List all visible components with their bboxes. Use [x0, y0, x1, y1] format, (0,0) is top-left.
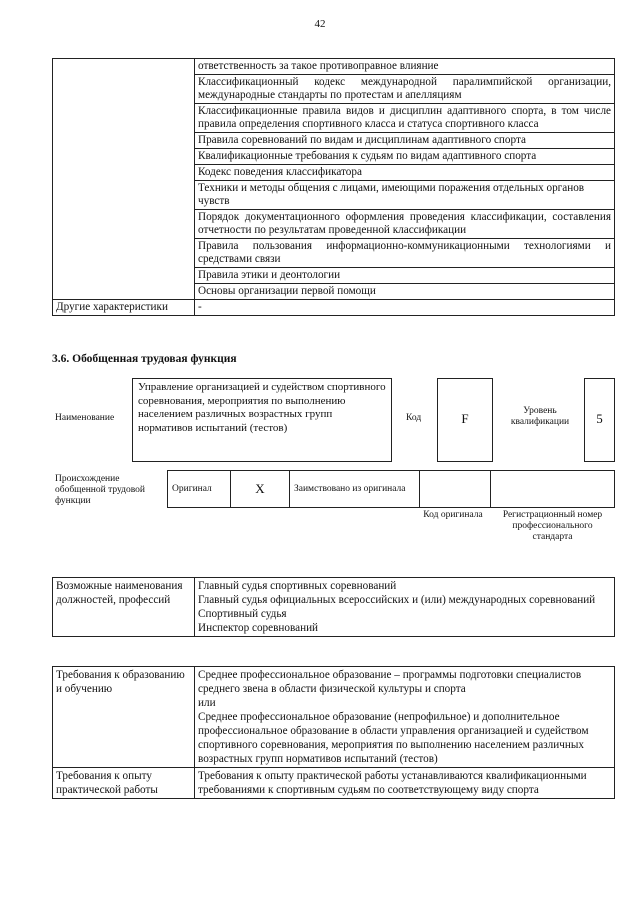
function-name-box: Управление организацией и судейством спортивного соревнования, мероприятия по выполнению населением различных возрастных групп нормативов испытаний (тестов) [132, 378, 392, 462]
education-label: Требования к образованию и обучению [53, 667, 195, 768]
education-paragraph: Среднее профессиональное образование – программы подготовки специалистов среднего звена в области физической культуры и спорта [198, 669, 582, 695]
registration-number-cell [491, 471, 615, 508]
knowledge-item: Правила соревнований по видам и дисциплинам адаптивного спорта [195, 133, 615, 149]
position-item: Спортивный судья [198, 608, 287, 620]
borrowed-label: Заимствовано из оригинала [290, 471, 420, 508]
knowledge-item: Кодекс поведения классификатора [195, 165, 615, 181]
positions-list [195, 578, 615, 637]
requirements-table [52, 666, 615, 799]
section-title: 3.6. Обобщенная трудовая функция [52, 353, 237, 365]
registration-number-caption: Регистрационный номер профессионального стандарта [502, 510, 603, 542]
other-characteristics-label: Другие характеристики [53, 300, 195, 316]
knowledge-item: Квалификационные требования к судьям по видам адаптивного спорта [195, 149, 615, 165]
positions-table [52, 577, 615, 637]
experience-text: Требования к опыту практической работы устанавливаются квалификационными требованиями к спортивным судьям по соответствующему виду спорта [195, 768, 615, 799]
education-paragraph: Среднее профессиональное образование (непрофильное) и дополнительное профессиональное образование в области управления организацией и судейством спортивного соревнования, мероприятия по выполнению населением различных возрастных групп нормативов испытаний (тестов) [198, 711, 589, 765]
knowledge-item: Правила пользования информационно-коммуникационными технологиями и средствами связи [195, 239, 615, 268]
position-item: Главный судья спортивных соревнований [198, 580, 397, 592]
position-item: Инспектор соревнований [198, 622, 319, 634]
origin-table [167, 470, 615, 508]
experience-label: Требования к опыту практической работы [53, 768, 195, 799]
original-code-cell [420, 471, 491, 508]
page-number: 42 [314, 18, 326, 30]
education-text [195, 667, 615, 768]
knowledge-item: Техники и методы общения с лицами, имеющими поражения отдельных органов чувств [195, 181, 615, 210]
function-code-box: F [437, 378, 493, 462]
other-characteristics-value: - [195, 300, 615, 316]
knowledge-item: Правила этики и деонтологии [195, 268, 615, 284]
qualification-level-box: 5 [584, 378, 615, 462]
knowledge-item: ответственность за такое противоправное влияние [195, 59, 615, 75]
original-mark: X [231, 471, 290, 508]
positions-label: Возможные наименования должностей, профессий [53, 578, 195, 637]
original-code-caption: Код оригинала [423, 510, 483, 520]
education-paragraph: или [198, 697, 216, 709]
origin-label: Происхождение обобщенной трудовой функции [55, 474, 145, 506]
qualification-level-label: Уровень квалификации [510, 406, 570, 427]
original-label: Оригинал [168, 471, 231, 508]
knowledge-item: Классификационный кодекс международной паралимпийской организации, международные стандарты по протестам и апелляциям [195, 75, 615, 104]
code-label: Код [406, 413, 422, 423]
knowledge-item: Классификационные правила видов и дисциплин адаптивного спорта, в том числе правила определения спортивного класса и статуса спортивного класса [195, 104, 615, 133]
knowledge-item: Основы организации первой помощи [195, 284, 615, 300]
knowledge-item: Порядок документационного оформления проведения классификации, составления отчетности по результатам проведенной классификации [195, 210, 615, 239]
knowledge-label-cell [53, 59, 195, 300]
position-item: Главный судья официальных всероссийских и (или) международных соревнований [198, 594, 596, 606]
knowledge-table [52, 58, 615, 316]
name-label: Наименование [55, 413, 115, 423]
